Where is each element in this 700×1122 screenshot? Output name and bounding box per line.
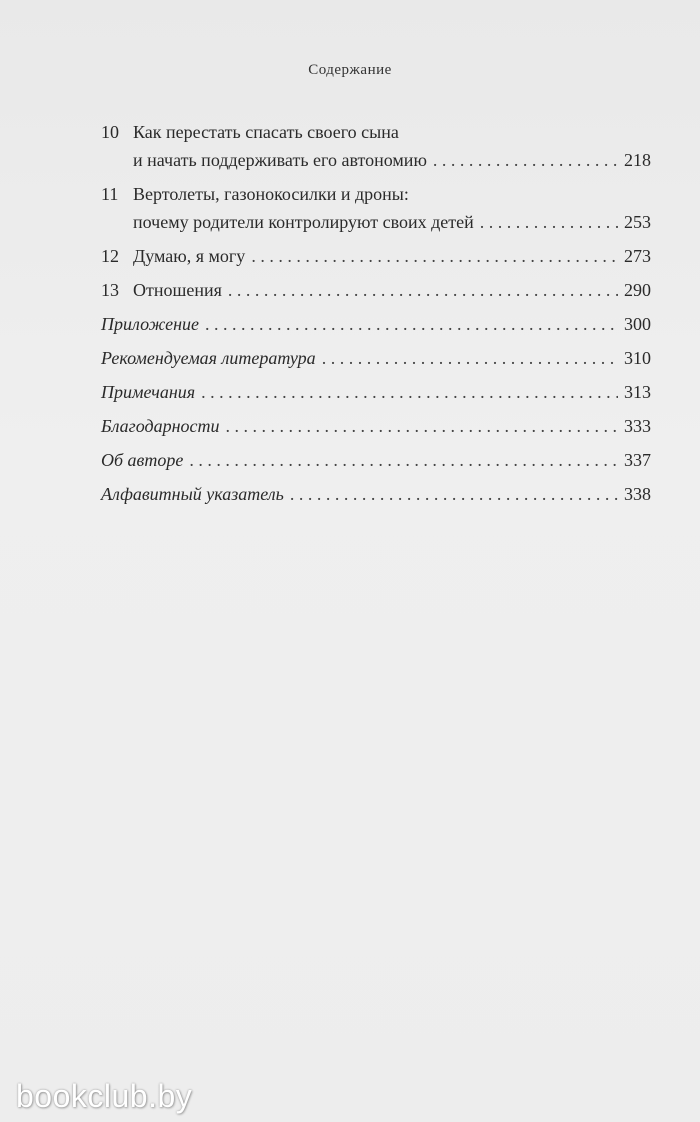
- dot-leader: [201, 378, 618, 406]
- page-number: 338: [624, 484, 651, 504]
- section-title: Об авторе: [101, 450, 184, 470]
- section-title: Примечания: [101, 382, 196, 402]
- dot-leader: [433, 146, 618, 174]
- toc-entry-chapter-12: [101, 242, 651, 270]
- page-title: Содержание: [308, 62, 392, 78]
- chapter-title-line-2: и начать поддерживать его автономию: [133, 150, 427, 170]
- chapter-title: Думаю, я могу: [133, 246, 246, 266]
- toc-entry-acknowledgements: [101, 412, 651, 440]
- section-title: Приложение: [101, 314, 200, 334]
- chapter-number: 10: [101, 122, 119, 142]
- chapter-number: 11: [101, 184, 119, 204]
- page-number: 273: [624, 246, 651, 266]
- dot-leader: [290, 480, 618, 508]
- dot-leader: [322, 344, 618, 372]
- toc-entry-appendix: [101, 310, 651, 338]
- chapter-title-line-1: Вертолеты, газонокосилки и дроны:: [133, 184, 409, 204]
- page-number: 290: [624, 280, 651, 300]
- section-title: Благодарности: [101, 416, 220, 436]
- toc-entry-recommended-reading: [101, 344, 651, 372]
- toc-entry-about-author: [101, 446, 651, 474]
- dot-leader: [226, 412, 619, 440]
- page-number: 253: [624, 212, 651, 232]
- watermark-logo: bookclub.by: [16, 1078, 193, 1114]
- dot-leader: [189, 446, 618, 474]
- page-number: 218: [624, 150, 651, 170]
- page-number: 333: [624, 416, 651, 436]
- toc-entry-chapter-10: [101, 118, 651, 174]
- toc-entry-chapter-13: [101, 276, 651, 304]
- toc-entry-index: [101, 480, 651, 508]
- dot-leader: [205, 310, 618, 338]
- toc-entry-notes: [101, 378, 651, 406]
- page-number: 300: [624, 314, 651, 334]
- dot-leader: [228, 276, 618, 304]
- page-number: 337: [624, 450, 651, 470]
- dot-leader: [251, 242, 618, 270]
- chapter-title-line-2: почему родители контролируют своих детей: [133, 212, 474, 232]
- toc-entry-chapter-11: [101, 180, 651, 236]
- chapter-number: 13: [101, 280, 119, 300]
- table-of-contents: [101, 118, 651, 514]
- chapter-title: Отношения: [133, 280, 222, 300]
- section-title: Рекомендуемая литература: [101, 348, 316, 368]
- page-number: 313: [624, 382, 651, 402]
- chapter-number: 12: [101, 246, 119, 266]
- page-number: 310: [624, 348, 651, 368]
- dot-leader: [480, 208, 618, 236]
- chapter-title-line-1: Как перестать спасать своего сына: [133, 122, 399, 142]
- section-title: Алфавитный указатель: [101, 484, 284, 504]
